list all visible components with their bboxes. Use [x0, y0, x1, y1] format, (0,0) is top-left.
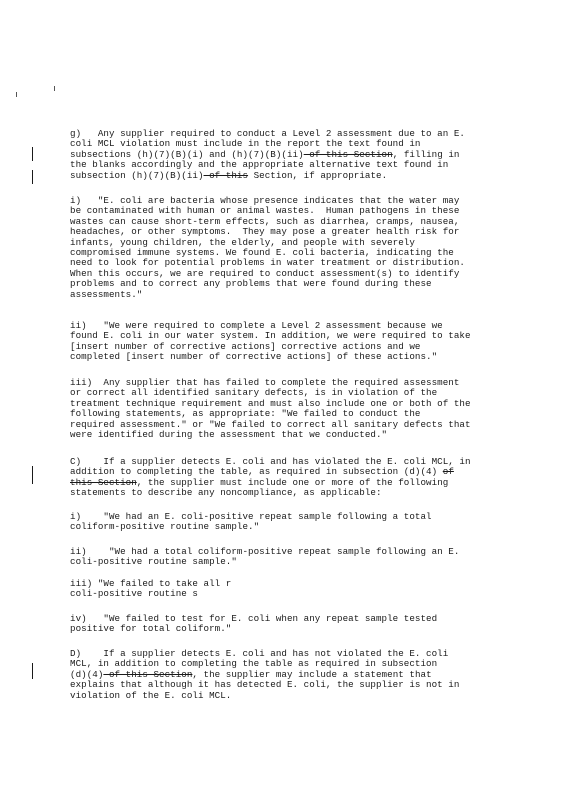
- text-line: [70, 589, 532, 599]
- text-run: coli-positive routine sample.": [70, 556, 237, 568]
- struck-text: of this Section: [303, 148, 393, 160]
- text-run: problems and to correct any problems that were found during these: [70, 278, 432, 290]
- paragraph-ii: [70, 321, 532, 363]
- text-run: D) If a supplier detects E. coli and has not violated the E. coli: [70, 649, 449, 659]
- text-run: ii) "We were required to complete a Level 2 assessment because we: [70, 321, 443, 331]
- text-line: [70, 171, 532, 181]
- text-run: , the supplier must include one or more of the following: [136, 476, 449, 488]
- scan-speck: [16, 92, 17, 97]
- text-run: treatment technique requirement and must also include one or both of the: [70, 397, 471, 409]
- text-run: statements to describe any noncompliance, as applicable:: [70, 487, 382, 499]
- text-line: [70, 430, 532, 440]
- text-run: coliform-positive routine sample.": [70, 521, 260, 533]
- struck-text: of: [442, 466, 454, 478]
- text-line: [70, 352, 532, 362]
- text-run: infants, young children, the elderly, and people with severely: [70, 236, 415, 248]
- text-run: be contaminated with human or animal wastes. Human pathogens in these: [70, 205, 460, 217]
- text-run: violation of the E. coli MCL.: [70, 689, 232, 701]
- text-line: [70, 488, 532, 498]
- text-run: subsections (h)(7)(B)(i) and (h)(7)(B)(ii): [70, 148, 304, 160]
- struck-text: this Section: [70, 476, 137, 488]
- paragraph-C: [70, 457, 532, 499]
- text-run: , the supplier may include a statement that: [192, 668, 432, 680]
- revision-bar: [32, 466, 33, 484]
- struck-text: of this Section: [103, 668, 193, 680]
- paragraph-Cii: [70, 547, 532, 568]
- revision-bar: [32, 663, 33, 679]
- scan-speck: [54, 86, 55, 91]
- text-run: iii) "We failed to take all r: [70, 579, 232, 589]
- text-line: [70, 557, 532, 567]
- text-run: i) "E. coli are bacteria whose presence indicates that the water may: [70, 196, 460, 206]
- paragraph-Civ: [70, 614, 532, 635]
- text-run: compromised immune systems. We found E. coli bacteria, indicating the: [70, 246, 454, 258]
- paragraph-g: [70, 129, 532, 181]
- struck-text: of this: [203, 169, 249, 181]
- text-run: completed [insert number of corrective actions] of these actions.": [70, 351, 438, 363]
- text-run: (d)(4): [70, 668, 104, 680]
- text-run: assessments.": [70, 288, 143, 300]
- text-run: explains that although it has detected E. coli, the supplier is not in: [70, 679, 460, 691]
- text-run: Section, if appropriate.: [248, 169, 388, 181]
- text-run: need to look for potential problems in water treatment or distribution.: [70, 257, 466, 269]
- paragraph-i: [70, 196, 532, 300]
- text-run: , filling in: [392, 148, 460, 160]
- paragraph-Ciii: [70, 579, 532, 600]
- text-run: were identified during the assessment that we conducted.": [70, 428, 388, 440]
- text-run: wastes can cause short-term effects, such as diarrhea, cramps, nausea,: [70, 215, 460, 227]
- text-run: found E. coli in our water system. In addition, we were required to take: [70, 330, 471, 342]
- text-run: subsection (h)(7)(B)(ii): [70, 169, 204, 181]
- text-run: C) If a supplier detects E. coli and has violated the E. coli MCL, in: [70, 457, 471, 467]
- text-run: addition to completing the table, as required in subsection (d)(4): [70, 466, 443, 478]
- text-run: required assessment." or "We failed to correct all sanitary defects that: [70, 418, 471, 430]
- text-run: [insert number of corrective actions] corrective actions and we: [70, 340, 421, 352]
- revision-bar: [32, 170, 33, 184]
- text-run: coli MCL violation must include in the report the text found in: [70, 138, 421, 150]
- paragraph-iii: [70, 378, 532, 440]
- text-run: i) "We had an E. coli-positive repeat sample following a total: [70, 512, 432, 522]
- paragraph-D: [70, 649, 532, 701]
- text-line: [70, 624, 532, 634]
- text-line: [70, 522, 532, 532]
- text-line: [70, 691, 532, 701]
- text-run: following statements, as appropriate: "We failed to conduct the: [70, 408, 421, 420]
- text-run: iii) Any supplier that has failed to complete the required assessment: [70, 378, 460, 388]
- text-run: ii) "We had a total coliform-positive repeat sample following an E.: [70, 547, 460, 557]
- text-run: When this occurs, we are required to conduct assessment(s) to identify: [70, 267, 460, 279]
- text-run: headaches, or other symptoms. They may pose a greater health risk for: [70, 226, 460, 238]
- text-run: coli-positive routine s: [70, 588, 198, 600]
- text-run: positive for total coliform.": [70, 623, 232, 635]
- text-run: or correct all identified sanitary defects, is in violation of the: [70, 387, 438, 399]
- text-run: iv) "We failed to test for E. coli when any repeat sample tested: [70, 614, 438, 624]
- paragraph-Ci: [70, 512, 532, 533]
- text-line: [70, 290, 532, 300]
- revision-bar: [32, 147, 33, 161]
- text-run: g) Any supplier required to conduct a Level 2 assessment due to an E.: [70, 129, 466, 139]
- text-run: the blanks accordingly and the appropriate alternative text found in: [70, 159, 449, 171]
- text-run: MCL, in addition to completing the table as required in subsection: [70, 658, 438, 670]
